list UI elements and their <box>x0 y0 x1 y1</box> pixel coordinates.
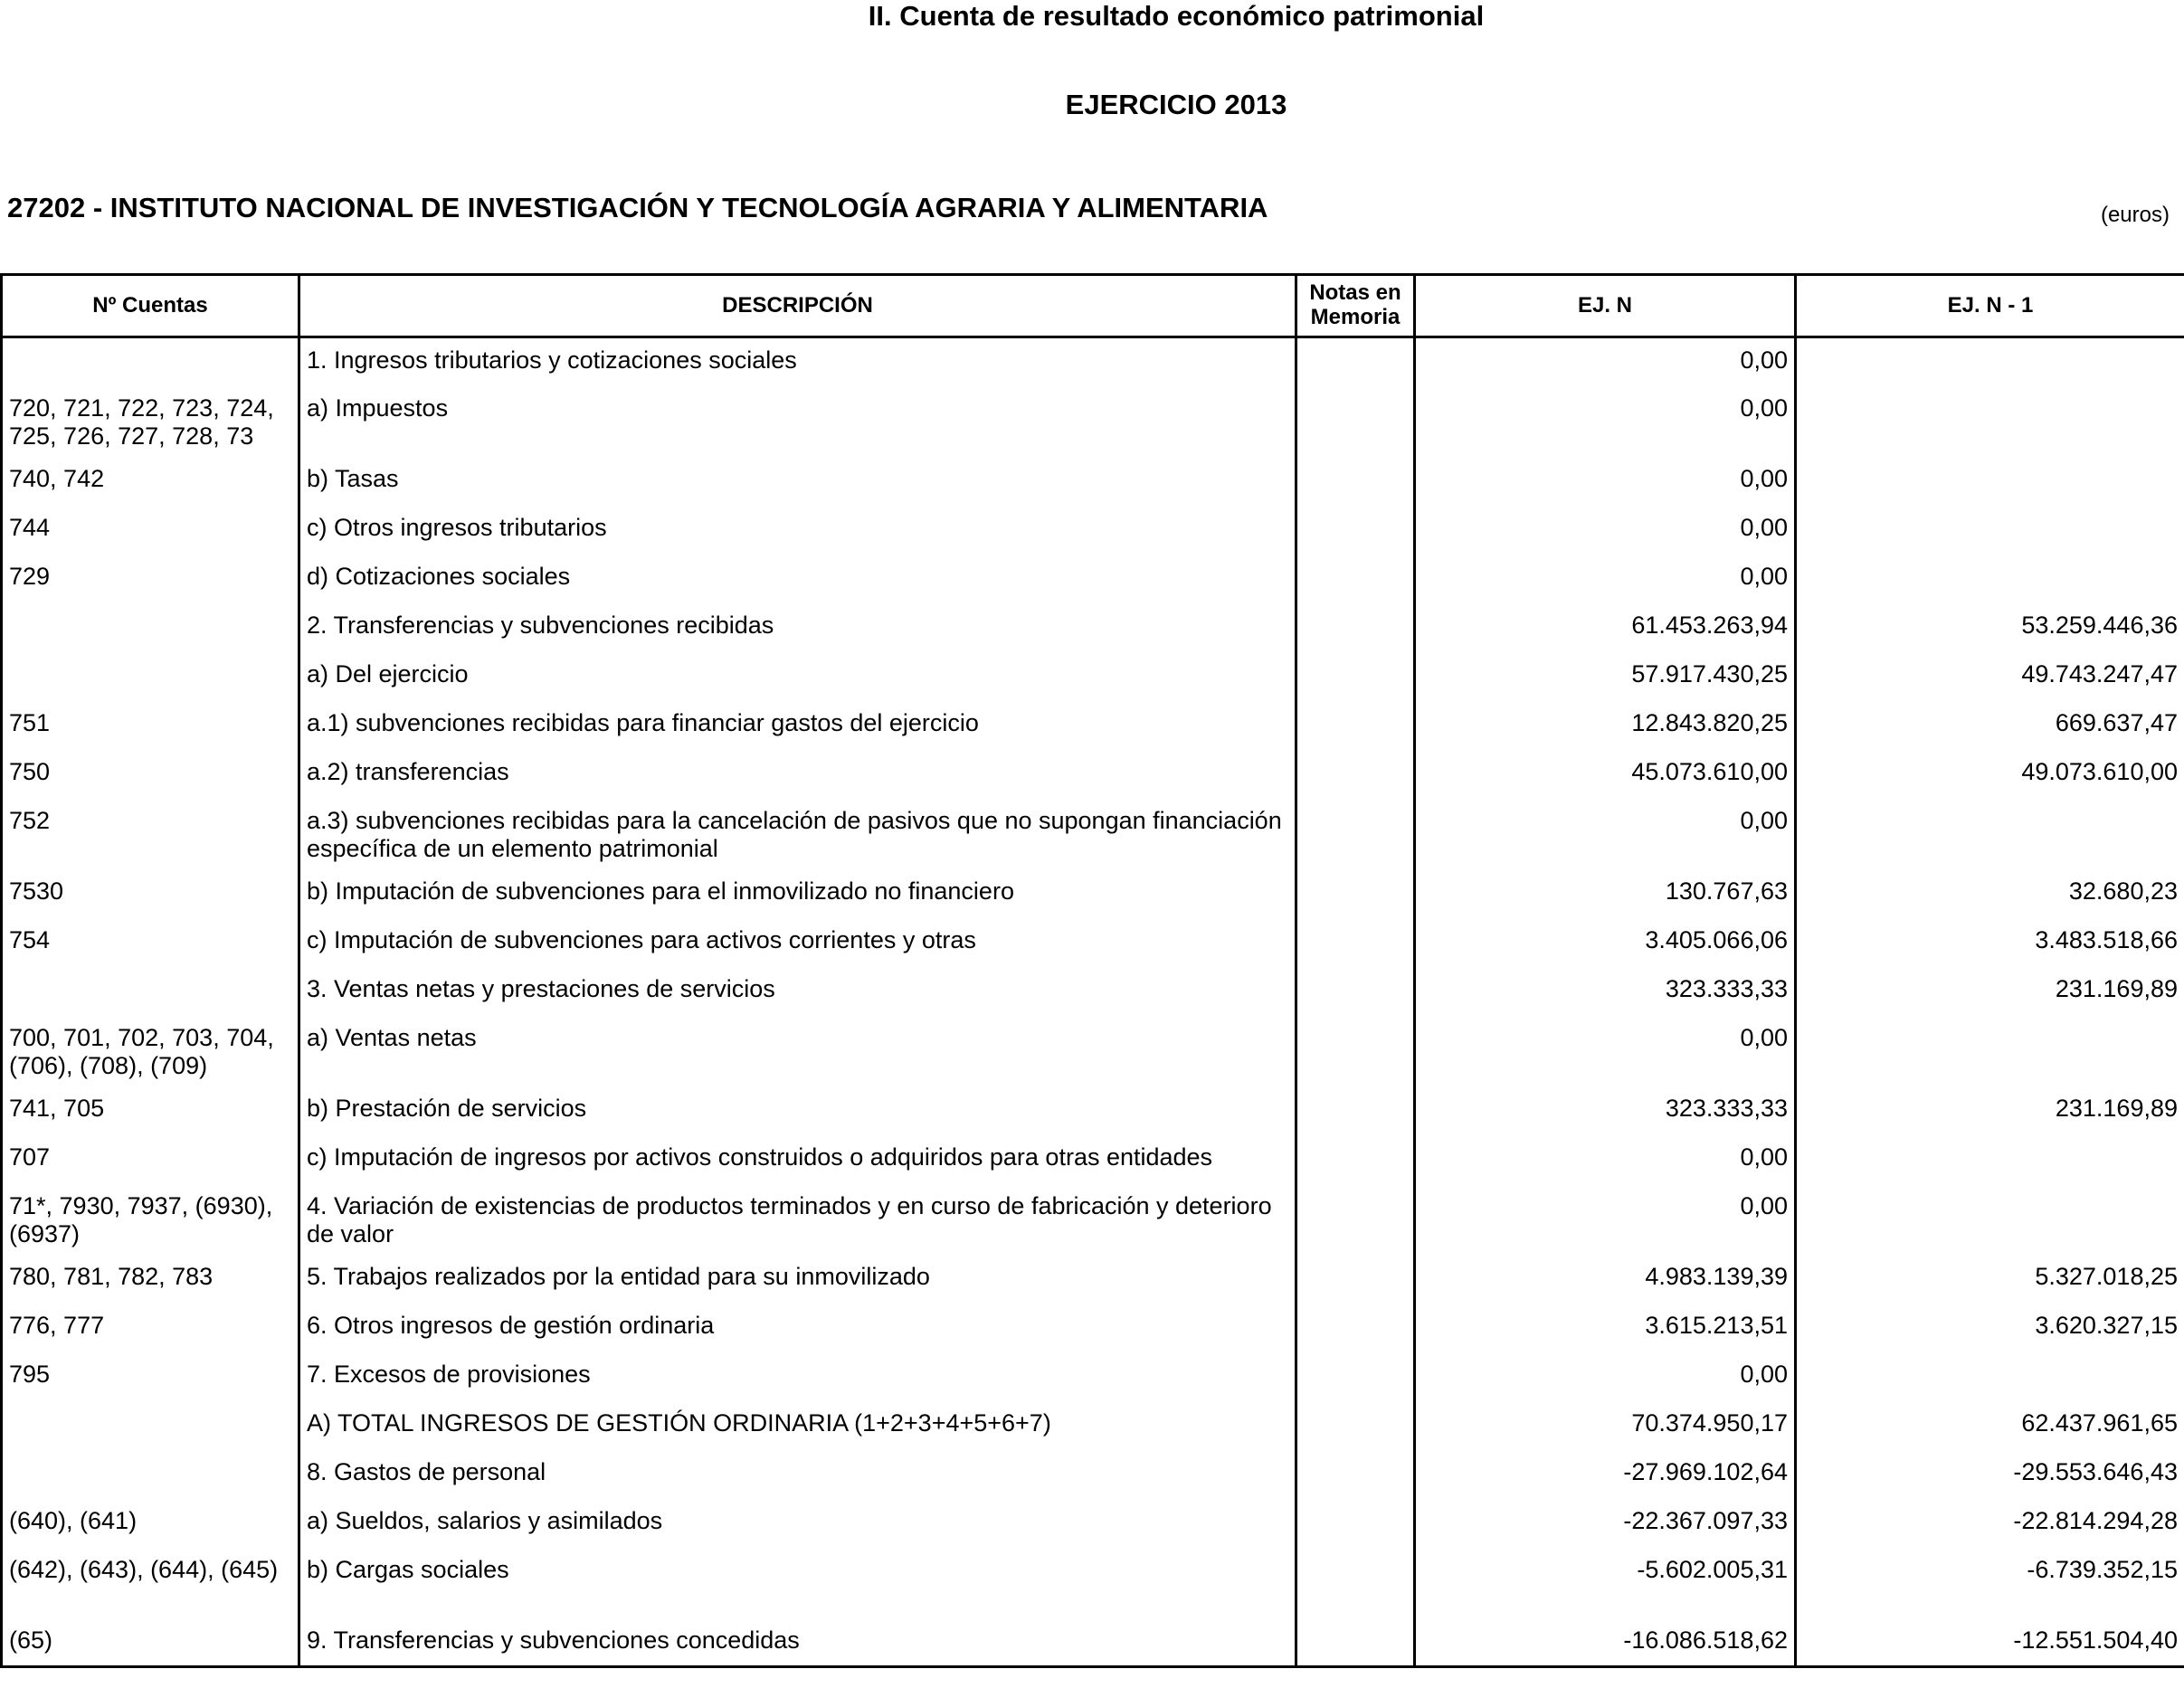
cell-ej-n1: 62.437.961,65 <box>1796 1401 2184 1450</box>
cell-ej-n1: 49.743.247,47 <box>1796 652 2184 701</box>
cell-notas <box>1296 1016 1415 1086</box>
column-header-descripcion: DESCRIPCIÓN <box>299 275 1296 337</box>
cell-ej-n1 <box>1796 1352 2184 1401</box>
cell-descripcion: 8. Gastos de personal <box>299 1450 1296 1499</box>
table-row <box>2 1548 2184 1618</box>
cell-cuentas <box>2 1401 299 1450</box>
cell-cuentas: 752 <box>2 799 299 869</box>
table-row <box>2 603 2184 652</box>
cell-notas <box>1296 1450 1415 1499</box>
cell-descripcion: 2. Transferencias y subvenciones recibidas <box>299 603 1296 652</box>
table-row <box>2 1499 2184 1548</box>
cell-descripcion: a.2) transferencias <box>299 750 1296 799</box>
document-title: II. Cuenta de resultado económico patrimonial <box>868 0 1485 32</box>
income-statement-table <box>0 273 2184 1668</box>
cell-notas <box>1296 967 1415 1016</box>
table-row <box>2 1016 2184 1086</box>
table-row <box>2 750 2184 799</box>
cell-descripcion: a) Sueldos, salarios y asimilados <box>299 1499 1296 1548</box>
cell-ej-n1: 231.169,89 <box>1796 967 2184 1016</box>
cell-ej-n1: -22.814.294,28 <box>1796 1499 2184 1548</box>
cell-ej-n1: -6.739.352,15 <box>1796 1548 2184 1618</box>
cell-notas <box>1296 1499 1415 1548</box>
table-row <box>2 1304 2184 1352</box>
cell-descripcion: 7. Excesos de provisiones <box>299 1352 1296 1401</box>
cell-notas <box>1296 1618 1415 1667</box>
table-header-row <box>2 275 2184 337</box>
cell-cuentas: (642), (643), (644), (645) <box>2 1548 299 1618</box>
table-row <box>2 1618 2184 1667</box>
table-row <box>2 918 2184 967</box>
cell-ej-n1: -12.551.504,40 <box>1796 1618 2184 1667</box>
cell-notas <box>1296 1304 1415 1352</box>
cell-ej-n: 45.073.610,00 <box>1415 750 1796 799</box>
column-header-notas-line2: Memoria <box>1310 305 1401 329</box>
cell-notas <box>1296 1184 1415 1255</box>
cell-ej-n1: 49.073.610,00 <box>1796 750 2184 799</box>
table-row <box>2 799 2184 869</box>
column-header-notas <box>1296 275 1415 337</box>
table-row <box>2 386 2184 457</box>
cell-notas <box>1296 652 1415 701</box>
cell-ej-n: 3.405.066,06 <box>1415 918 1796 967</box>
cell-notas <box>1296 1352 1415 1401</box>
cell-descripcion: a.1) subvenciones recibidas para financiar gastos del ejercicio <box>299 701 1296 750</box>
cell-ej-n1 <box>1796 457 2184 506</box>
cell-notas <box>1296 506 1415 555</box>
cell-ej-n1 <box>1796 555 2184 603</box>
cell-ej-n1: 231.169,89 <box>1796 1086 2184 1135</box>
cell-cuentas: 741, 705 <box>2 1086 299 1135</box>
cell-ej-n1 <box>1796 337 2184 386</box>
cell-ej-n1: 32.680,23 <box>1796 869 2184 918</box>
cell-cuentas: 744 <box>2 506 299 555</box>
cell-ej-n: 0,00 <box>1415 555 1796 603</box>
cell-cuentas <box>2 1450 299 1499</box>
cell-notas <box>1296 1086 1415 1135</box>
cell-descripcion: 1. Ingresos tributarios y cotizaciones sociales <box>299 337 1296 386</box>
cell-ej-n: 12.843.820,25 <box>1415 701 1796 750</box>
cell-descripcion: b) Tasas <box>299 457 1296 506</box>
cell-cuentas: 776, 777 <box>2 1304 299 1352</box>
table-row <box>2 506 2184 555</box>
cell-cuentas <box>2 603 299 652</box>
table-row <box>2 1450 2184 1499</box>
cell-notas <box>1296 337 1415 386</box>
cell-descripcion: 9. Transferencias y subvenciones concedidas <box>299 1618 1296 1667</box>
cell-notas <box>1296 1548 1415 1618</box>
table-row <box>2 1086 2184 1135</box>
table-row <box>2 869 2184 918</box>
cell-notas <box>1296 603 1415 652</box>
cell-cuentas: 750 <box>2 750 299 799</box>
cell-notas <box>1296 1135 1415 1184</box>
cell-ej-n1 <box>1796 1135 2184 1184</box>
cell-descripcion: 6. Otros ingresos de gestión ordinaria <box>299 1304 1296 1352</box>
cell-descripcion: a) Ventas netas <box>299 1016 1296 1086</box>
cell-descripcion: A) TOTAL INGRESOS DE GESTIÓN ORDINARIA (1+2+3+4+5+6+7) <box>299 1401 1296 1450</box>
cell-descripcion: a.3) subvenciones recibidas para la cancelación de pasivos que no supongan financiación específica de un elemento patrimonial <box>299 799 1296 869</box>
cell-ej-n: 323.333,33 <box>1415 1086 1796 1135</box>
fiscal-year-subtitle: EJERCICIO 2013 <box>1065 89 1287 120</box>
cell-descripcion: d) Cotizaciones sociales <box>299 555 1296 603</box>
cell-ej-n1: 5.327.018,25 <box>1796 1255 2184 1304</box>
cell-ej-n: 0,00 <box>1415 386 1796 457</box>
cell-ej-n1 <box>1796 506 2184 555</box>
cell-ej-n: 61.453.263,94 <box>1415 603 1796 652</box>
column-header-ej-n1: EJ. N - 1 <box>1796 275 2184 337</box>
table-row <box>2 1135 2184 1184</box>
cell-ej-n1: 53.259.446,36 <box>1796 603 2184 652</box>
currency-units: (euros) <box>2100 203 2170 227</box>
cell-ej-n: 0,00 <box>1415 457 1796 506</box>
cell-descripcion: c) Otros ingresos tributarios <box>299 506 1296 555</box>
cell-ej-n: 0,00 <box>1415 1352 1796 1401</box>
cell-notas <box>1296 1401 1415 1450</box>
cell-ej-n: -5.602.005,31 <box>1415 1548 1796 1618</box>
cell-ej-n1 <box>1796 799 2184 869</box>
cell-ej-n: 3.615.213,51 <box>1415 1304 1796 1352</box>
cell-notas <box>1296 918 1415 967</box>
cell-cuentas: 780, 781, 782, 783 <box>2 1255 299 1304</box>
cell-ej-n: -22.367.097,33 <box>1415 1499 1796 1548</box>
cell-cuentas: 729 <box>2 555 299 603</box>
cell-ej-n: 0,00 <box>1415 1184 1796 1255</box>
cell-cuentas: 751 <box>2 701 299 750</box>
cell-cuentas <box>2 652 299 701</box>
cell-cuentas: 740, 742 <box>2 457 299 506</box>
cell-ej-n: 130.767,63 <box>1415 869 1796 918</box>
cell-descripcion: 3. Ventas netas y prestaciones de servicios <box>299 967 1296 1016</box>
cell-descripcion: 4. Variación de existencias de productos terminados y en curso de fabricación y deterioro de valor <box>299 1184 1296 1255</box>
cell-notas <box>1296 799 1415 869</box>
cell-descripcion: a) Impuestos <box>299 386 1296 457</box>
cell-descripcion: a) Del ejercicio <box>299 652 1296 701</box>
table-row <box>2 967 2184 1016</box>
cell-cuentas: 700, 701, 702, 703, 704, (706), (708), (709) <box>2 1016 299 1086</box>
cell-descripcion: 5. Trabajos realizados por la entidad para su inmovilizado <box>299 1255 1296 1304</box>
table-row <box>2 337 2184 386</box>
cell-ej-n: 323.333,33 <box>1415 967 1796 1016</box>
cell-cuentas <box>2 967 299 1016</box>
cell-notas <box>1296 386 1415 457</box>
cell-descripcion: b) Imputación de subvenciones para el inmovilizado no financiero <box>299 869 1296 918</box>
cell-ej-n1: 3.483.518,66 <box>1796 918 2184 967</box>
cell-ej-n: 4.983.139,39 <box>1415 1255 1796 1304</box>
cell-ej-n: 0,00 <box>1415 506 1796 555</box>
cell-notas <box>1296 750 1415 799</box>
cell-descripcion: c) Imputación de subvenciones para activos corrientes y otras <box>299 918 1296 967</box>
cell-cuentas: 707 <box>2 1135 299 1184</box>
cell-notas <box>1296 869 1415 918</box>
column-header-ej-n: EJ. N <box>1415 275 1796 337</box>
cell-ej-n: -16.086.518,62 <box>1415 1618 1796 1667</box>
cell-cuentas: 720, 721, 722, 723, 724, 725, 726, 727, 728, 73 <box>2 386 299 457</box>
cell-cuentas: 71*, 7930, 7937, (6930), (6937) <box>2 1184 299 1255</box>
cell-ej-n1: 669.637,47 <box>1796 701 2184 750</box>
cell-ej-n1 <box>1796 386 2184 457</box>
cell-cuentas <box>2 337 299 386</box>
column-header-cuentas: Nº Cuentas <box>2 275 299 337</box>
table-row <box>2 1352 2184 1401</box>
cell-notas <box>1296 1255 1415 1304</box>
cell-cuentas: 7530 <box>2 869 299 918</box>
table-row <box>2 457 2184 506</box>
cell-ej-n1: 3.620.327,15 <box>1796 1304 2184 1352</box>
cell-ej-n: 57.917.430,25 <box>1415 652 1796 701</box>
cell-notas <box>1296 701 1415 750</box>
cell-ej-n1 <box>1796 1184 2184 1255</box>
entity-name: 27202 - INSTITUTO NACIONAL DE INVESTIGACIÓN Y TECNOLOGÍA AGRARIA Y ALIMENTARIA <box>7 192 1268 223</box>
cell-cuentas: (640), (641) <box>2 1499 299 1548</box>
cell-notas <box>1296 457 1415 506</box>
cell-ej-n1 <box>1796 1016 2184 1086</box>
cell-ej-n1: -29.553.646,43 <box>1796 1450 2184 1499</box>
cell-notas <box>1296 555 1415 603</box>
cell-cuentas: 795 <box>2 1352 299 1401</box>
table-row <box>2 555 2184 603</box>
cell-descripcion: b) Prestación de servicios <box>299 1086 1296 1135</box>
cell-ej-n: 0,00 <box>1415 1135 1796 1184</box>
cell-ej-n: 0,00 <box>1415 337 1796 386</box>
column-header-notas-line1: Notas en <box>1309 280 1401 306</box>
cell-ej-n: 0,00 <box>1415 1016 1796 1086</box>
table-row <box>2 1184 2184 1255</box>
table-row <box>2 652 2184 701</box>
cell-cuentas: 754 <box>2 918 299 967</box>
table-row <box>2 1401 2184 1450</box>
cell-ej-n: 70.374.950,17 <box>1415 1401 1796 1450</box>
cell-ej-n: 0,00 <box>1415 799 1796 869</box>
cell-cuentas: (65) <box>2 1618 299 1667</box>
cell-descripcion: b) Cargas sociales <box>299 1548 1296 1618</box>
table-row <box>2 701 2184 750</box>
cell-ej-n: -27.969.102,64 <box>1415 1450 1796 1499</box>
table-row <box>2 1255 2184 1304</box>
cell-descripcion: c) Imputación de ingresos por activos construidos o adquiridos para otras entidades <box>299 1135 1296 1184</box>
